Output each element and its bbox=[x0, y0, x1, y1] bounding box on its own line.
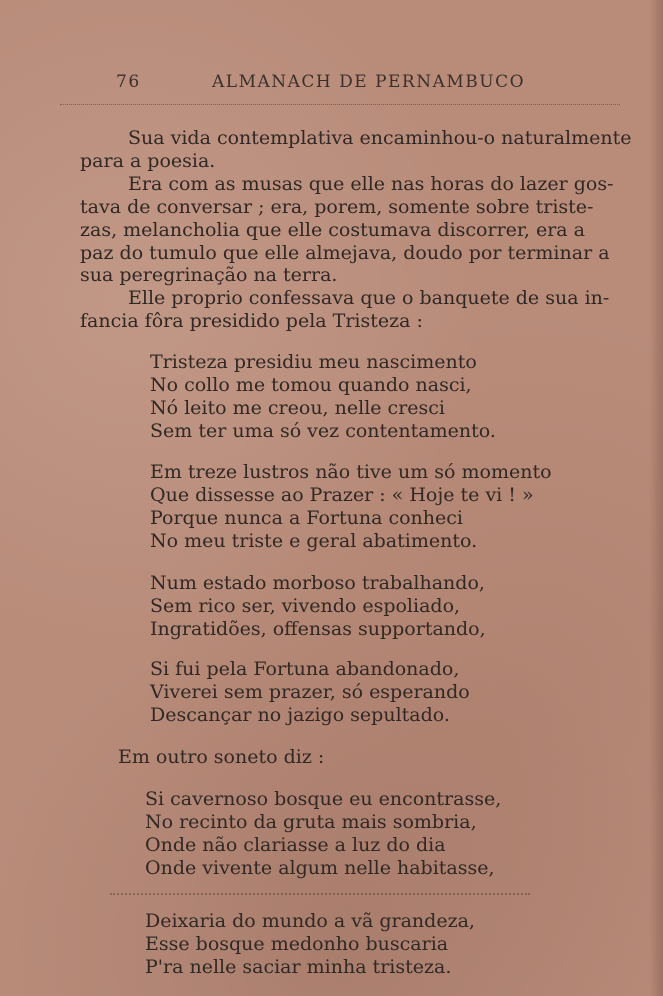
prose-line: Era com as musas que elle nas horas do lazer gos- bbox=[128, 173, 614, 195]
verse-line: No collo me tomou quando nasci, bbox=[150, 374, 472, 396]
header-rule bbox=[60, 104, 620, 105]
page-number: 76 bbox=[116, 72, 141, 92]
verse-line: Esse bosque medonho buscaria bbox=[145, 933, 449, 955]
verse-line: Si cavernoso bosque eu encontrasse, bbox=[145, 788, 502, 810]
running-header bbox=[112, 72, 582, 96]
prose-line: Sua vida contemplativa encaminhou-o naturalmente bbox=[128, 127, 632, 149]
verse-line: Tristeza presidiu meu nascimento bbox=[150, 351, 477, 373]
verse-line: Em treze lustros não tive um só momento bbox=[150, 461, 552, 483]
prose-line: paz do tumulo que elle almejava, doudo por terminar a bbox=[80, 242, 610, 264]
prose-line: tava de conversar ; era, porem, somente sobre triste- bbox=[80, 196, 594, 218]
page-edge-shadow bbox=[649, 0, 663, 996]
verse-line: Sem ter uma só vez contentamento. bbox=[150, 420, 496, 442]
verse-line: Nó leito me creou, nelle cresci bbox=[150, 397, 445, 419]
verse-line: Sem rico ser, vivendo espoliado, bbox=[150, 595, 461, 617]
verse-line: Num estado morboso trabalhando, bbox=[150, 572, 485, 594]
prose-line: Elle proprio confessava que o banquete de sua in- bbox=[128, 287, 610, 309]
verse-line: Que dissesse ao Prazer : « Hoje te vi ! » bbox=[150, 484, 534, 506]
verse-line: Onde vivente algum nelle habitasse, bbox=[145, 857, 495, 879]
verse-line: Porque nunca a Fortuna conheci bbox=[150, 507, 463, 529]
verse-line: Si fui pela Fortuna abandonado, bbox=[150, 658, 460, 680]
verse-line: No recinto da gruta mais sombria, bbox=[145, 811, 477, 833]
verse-line: No meu triste e geral abatimento. bbox=[150, 530, 478, 552]
verse-line: Deixaria do mundo a vã grandeza, bbox=[145, 910, 475, 932]
prose-line: sua peregrinação na terra. bbox=[80, 264, 338, 286]
running-title: ALMANACH DE PERNAMBUCO bbox=[212, 72, 526, 92]
prose-line: Em outro soneto diz : bbox=[118, 746, 325, 768]
prose-line: zas, melancholia que elle costumava discorrer, era a bbox=[80, 219, 585, 241]
verse-line: Onde não clariasse a luz do dia bbox=[145, 834, 446, 856]
verse-line: Descançar no jazigo sepultado. bbox=[150, 704, 450, 726]
prose-line: para a poesia. bbox=[80, 150, 216, 172]
verse-line: Ingratidões, offensas supportando, bbox=[150, 618, 486, 640]
prose-line: fancia fôra presidido pela Tristeza : bbox=[80, 310, 423, 332]
verse-line: P'ra nelle saciar minha tristeza. bbox=[145, 956, 452, 978]
page-blemish bbox=[110, 893, 530, 899]
verse-line: Viverei sem prazer, só esperando bbox=[150, 681, 470, 703]
